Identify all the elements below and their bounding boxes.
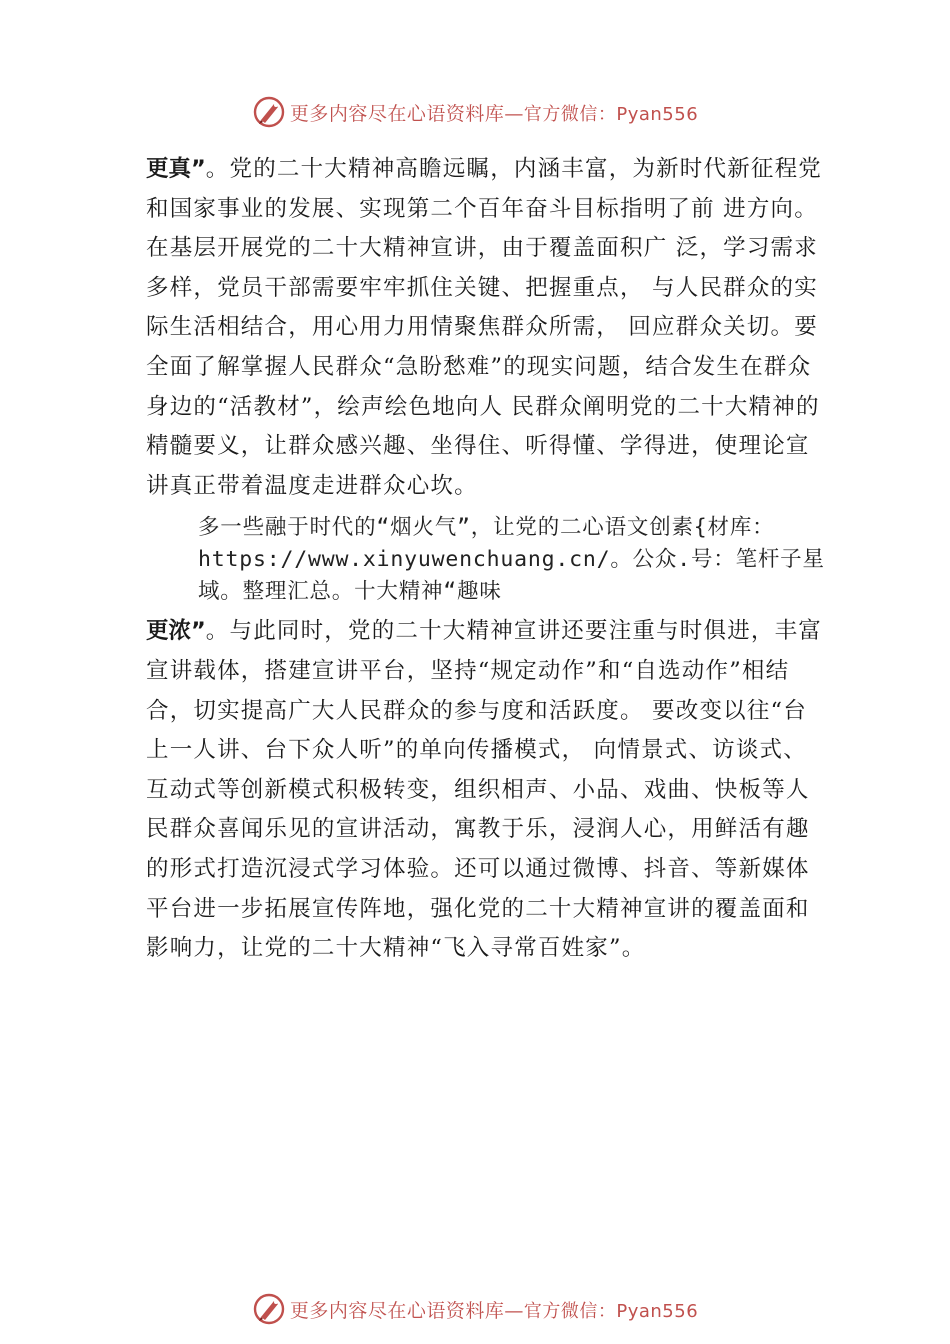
pen-logo-icon xyxy=(252,1292,286,1326)
watermark-separator: — xyxy=(504,1299,524,1322)
watermark-wechat-text: 官方微信：Pyan556 xyxy=(523,1300,699,1322)
paragraph-lead: 更真” xyxy=(146,156,206,182)
paragraph-text: 。与此同时，党的二十大精神宣讲还要注重与时俱进，丰富宣讲载体，搭建宣讲平台，坚持“规定动作”和“自选动作”相结合，切实提高广大人民群众的参与度和活跃度。 要改变以往“台上一人讲、台下众人听”的单向传播模式， 向情景式、访谈式、互动式等创新模式积极转变，组织相声、小品、戏曲、快板等人民群众喜闻乐见的宣讲活动，寓教于乐，浸润人心，用鲜活有趣的形式打造沉浸式学习体验。还可以通过微博、抖音、等新媒体平台进一步拓展宣传阵地，强化党的二十大精神宣讲的覆盖面和影响力，让党的二十大精神“飞入寻常百姓家”。 xyxy=(146,618,822,962)
footer-watermark xyxy=(0,1289,950,1329)
watermark-wechat-text: 官方微信：Pyan556 xyxy=(523,103,699,125)
paragraph-lead: 更浓” xyxy=(146,618,206,645)
watermark-main-text: 更多内容尽在心语资料库 xyxy=(289,1299,505,1322)
paragraph-text: 。党的二十大精神高瞻远瞩，内涵丰富，为新时代新征程党和国家事业的发展、实现第二个百年奋斗目标指明了前 进方向。在基层开展党的二十大精神宣讲，由于覆盖面积广 泛，学习需求多样，党员干部需要牢牢抓住关键、把握重点， 与人民群众的实际生活相结合，用心用力用情聚焦群众所需， 回应群众关切。要全面了解掌握人民群众“急盼愁难”的现实问题，结合发生在群众身边的“活教材”，绘声绘色地向人 民群众阐明党的二十大精神的精髓要义，让群众感兴趣、坐得住、听得懂、学得进，使理论宣讲真正带着温度走进群众心坎。 xyxy=(146,156,822,499)
paragraph-genuine xyxy=(146,150,826,506)
pen-logo-icon xyxy=(252,95,286,129)
header-watermark xyxy=(0,92,950,132)
document-body xyxy=(146,150,826,969)
paragraph-stronger xyxy=(146,612,826,968)
quote-block: 多一些融于时代的“烟火气”，让党的二心语文创素{材库：https://www.xinyuwenchuang.cn/。公众.号：笔杆子星域。整理汇总。十大精神“趣味 xyxy=(198,515,825,605)
watermark-separator: — xyxy=(504,102,524,125)
watermark-main-text: 更多内容尽在心语资料库 xyxy=(289,102,505,125)
